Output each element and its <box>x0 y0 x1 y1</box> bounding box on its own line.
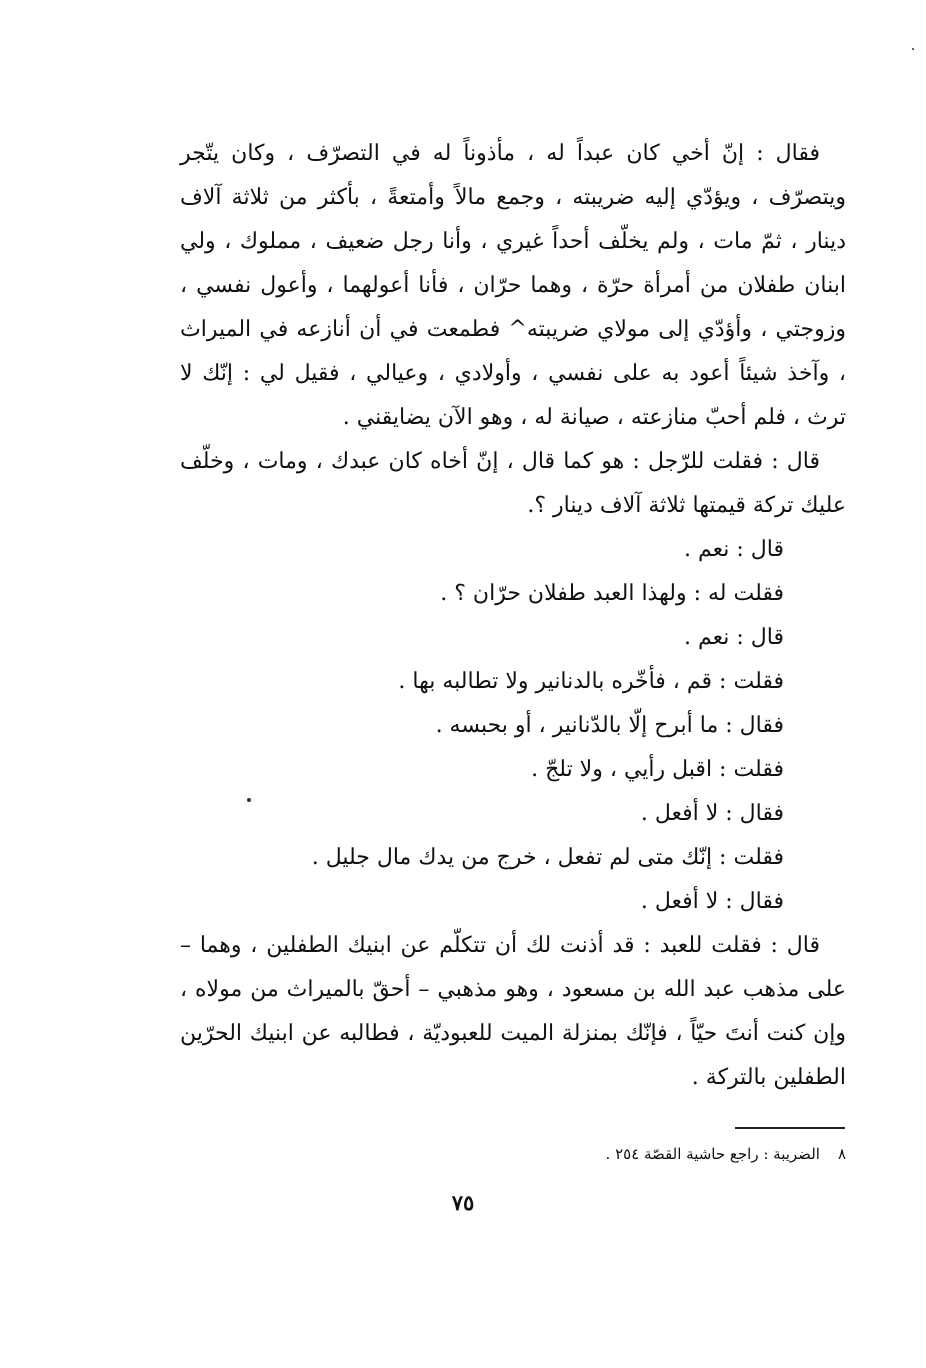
footnote-text: الضريبة : راجع حاشية القصّة ٢٥٤ . <box>605 1145 820 1163</box>
dialogue-line-8: فقلت : إنّك متى لم تفعل ، خرج من يدك مال جليل . <box>311 845 784 870</box>
dialogue-line-5: فقال : ما أبرح إلّا بالدّنانير ، أو بحبسه . <box>435 713 784 738</box>
scan-speck <box>912 48 914 50</box>
dialogue-line-9: فقال : لا أفعل . <box>640 889 784 914</box>
dialogue-line-2: فقلت له : ولهذا العبد طفلان حرّان ؟ . <box>440 581 784 606</box>
dialogue-line-3: قال : نعم . <box>684 625 784 650</box>
footnote-number: ٨ <box>837 1145 846 1163</box>
paragraph-1: فقال : إنّ أخي كان عبداً له ، مأذوناً له في التصرّف ، وكان يتّجر ويتصرّف ، ويؤدّي إليه ضريبته ، وجمع مالاً وأمتعةً ، بأكثر من ثلاثة آلاف دينار ، ثمّ مات ، ولم يخلّف أحداً غيري ، وأنا رجل ضعيف ، مملوك ، ولي ابنان طفلان من أمرأة حرّة ، وهما حرّان ، فأنا أعولهما ، وأعول نفسي ، وزوجتي ، وأؤدّي إلى مولاي ضريبته^ فطمعت في أن أنازعه في الميراث ، وآخذ شيئاً أعود به على نفسي ، وأولادي ، وعيالي ، فقيل لي : إنّك لا ترث ، فلم أحبّ منازعته ، صيانة له ، وهو الآن يضايقني . <box>180 141 846 430</box>
scan-speck <box>247 798 251 802</box>
footnote <box>606 1141 846 1167</box>
dialogue-line-4: فقلت : قم ، فأخّره بالدنانير ولا تطالبه بها . <box>398 669 784 694</box>
paragraph-2: قال : فقلت للرّجل : هو كما قال ، إنّ أخاه كان عبدك ، ومات ، وخلّف عليك تركة قيمتها ثلاثة آلاف دينار ؟. <box>180 449 846 518</box>
dialogue-line-7: فقال : لا أفعل . <box>640 801 784 826</box>
closing-paragraph: قال : فقلت للعبد : قد أذنت لك أن تتكلّم عن ابنيك الطفلين ، وهما – على مذهب عبد الله بن مسعود ، وهو مذهبي – أحقّ بالميراث من مولاه ، وإن كنت أنتَ حيّاً ، فإنّك بمنزلة الميت للعبوديّة ، فطالبه عن ابنيك الحرّين الطفلين بالتركة . <box>180 933 846 1090</box>
footnote-separator <box>735 1127 845 1129</box>
page-number: ٧٥ <box>451 1190 475 1215</box>
dialogue-line-6: فقلت : اقبل رأيي ، ولا تلجّ . <box>531 757 784 782</box>
dialogue-line-1: قال : نعم . <box>684 537 784 562</box>
main-text <box>180 132 846 1100</box>
